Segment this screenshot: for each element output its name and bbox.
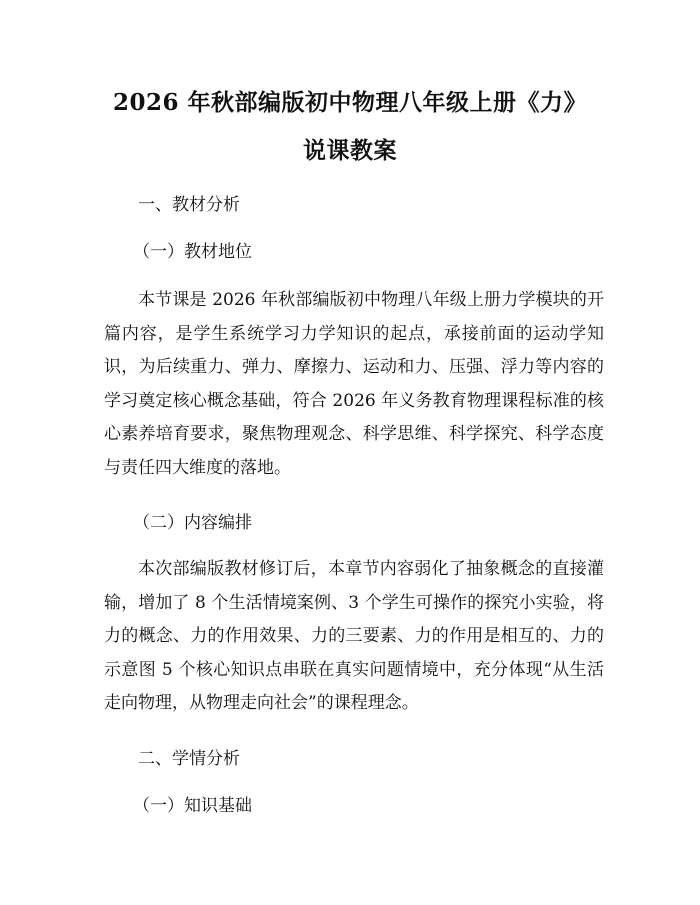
section2-sub1-heading: （一）知识基础	[133, 796, 252, 816]
section1-sub2-paragraph: 本次部编版教材修订后，本章节内容弱化了抽象概念的直接灌输，增加了 8 个生活情境案例、3 个学生可操作的探究小实验，将力的概念、力的作用效果、力的三要素、力的作用是相互的、力的示意图 5 个核心知识点串联在真实问题情境中，充分体现“从生活走向物理，从物理走向社会”的课程理念。	[104, 559, 604, 714]
section1-sub1-heading: （一）教材地位	[133, 242, 252, 262]
document-title-line2: 说课教案	[303, 137, 397, 164]
section1-heading: 一、教材分析	[138, 195, 240, 215]
document-title-line1: 2026 年秋部编版初中物理八年级上册《力》	[112, 89, 588, 116]
section2-heading: 二、学情分析	[138, 749, 240, 769]
section1-sub2-heading: （二）内容编排	[133, 513, 252, 533]
section1-sub1-paragraph: 本节课是 2026 年秋部编版初中物理八年级上册力学模块的开篇内容，是学生系统学习力学知识的起点，承接前面的运动学知识，为后续重力、弹力、摩擦力、运动和力、压强、浮力等内容的学习奠定核心概念基础，符合 2026 年义务教育物理课程标准的核心素养培育要求，聚焦物理观念、科学思维、科学探究、科学态度与责任四大维度的落地。	[104, 290, 604, 478]
